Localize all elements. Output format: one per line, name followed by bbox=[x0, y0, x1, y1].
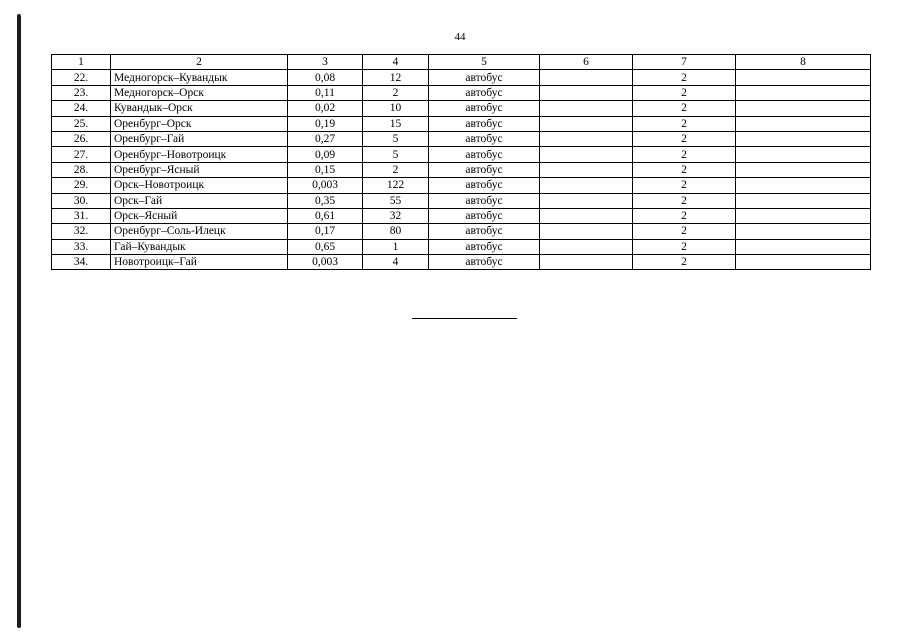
route-cell: Новотроицк–Гай bbox=[111, 255, 288, 270]
route-cell: Гай–Кувандык bbox=[111, 239, 288, 254]
transport-cell: автобус bbox=[429, 224, 540, 239]
header-cell: 2 bbox=[111, 55, 288, 70]
empty-cell bbox=[736, 239, 871, 254]
value-cell: 0,65 bbox=[288, 239, 363, 254]
value-cell: 0,27 bbox=[288, 131, 363, 146]
route-cell: Оренбург–Ясный bbox=[111, 162, 288, 177]
value-cell: 2 bbox=[633, 70, 736, 85]
value-cell: 0,11 bbox=[288, 85, 363, 100]
value-cell: 0,08 bbox=[288, 70, 363, 85]
route-cell: Оренбург–Гай bbox=[111, 131, 288, 146]
route-cell: Оренбург–Орск bbox=[111, 116, 288, 131]
count-cell: 5 bbox=[363, 147, 429, 162]
header-cell: 3 bbox=[288, 55, 363, 70]
transport-cell: автобус bbox=[429, 239, 540, 254]
table-row bbox=[52, 101, 871, 116]
value-cell: 0,02 bbox=[288, 101, 363, 116]
header-cell: 6 bbox=[540, 55, 633, 70]
value-cell: 2 bbox=[633, 239, 736, 254]
empty-cell bbox=[736, 162, 871, 177]
value-cell: 0,35 bbox=[288, 193, 363, 208]
route-cell: Орск–Гай bbox=[111, 193, 288, 208]
empty-cell bbox=[736, 116, 871, 131]
transport-cell: автобус bbox=[429, 178, 540, 193]
value-cell: 2 bbox=[633, 116, 736, 131]
value-cell: 0,09 bbox=[288, 147, 363, 162]
value-cell: 0,19 bbox=[288, 116, 363, 131]
empty-cell bbox=[736, 193, 871, 208]
row-number-cell: 31. bbox=[52, 208, 111, 223]
value-cell: 0,003 bbox=[288, 178, 363, 193]
empty-cell bbox=[736, 101, 871, 116]
value-cell: 0,61 bbox=[288, 208, 363, 223]
transport-cell: автобус bbox=[429, 116, 540, 131]
empty-cell bbox=[540, 147, 633, 162]
route-cell: Оренбург–Соль-Илецк bbox=[111, 224, 288, 239]
table-row bbox=[52, 193, 871, 208]
count-cell: 15 bbox=[363, 116, 429, 131]
route-cell: Орск–Новотроицк bbox=[111, 178, 288, 193]
empty-cell bbox=[736, 85, 871, 100]
empty-cell bbox=[736, 224, 871, 239]
empty-cell bbox=[540, 85, 633, 100]
empty-cell bbox=[540, 178, 633, 193]
empty-cell bbox=[540, 116, 633, 131]
transport-cell: автобус bbox=[429, 85, 540, 100]
transport-cell: автобус bbox=[429, 255, 540, 270]
row-number-cell: 26. bbox=[52, 131, 111, 146]
page-number: 44 bbox=[454, 31, 466, 43]
table-header-row bbox=[52, 55, 871, 70]
count-cell: 80 bbox=[363, 224, 429, 239]
row-number-cell: 22. bbox=[52, 70, 111, 85]
value-cell: 2 bbox=[633, 85, 736, 100]
row-number-cell: 24. bbox=[52, 101, 111, 116]
value-cell: 2 bbox=[633, 208, 736, 223]
transport-cell: автобус bbox=[429, 131, 540, 146]
header-cell: 1 bbox=[52, 55, 111, 70]
empty-cell bbox=[736, 131, 871, 146]
row-number-cell: 33. bbox=[52, 239, 111, 254]
value-cell: 2 bbox=[633, 193, 736, 208]
row-number-cell: 27. bbox=[52, 147, 111, 162]
empty-cell bbox=[540, 131, 633, 146]
transport-cell: автобус bbox=[429, 162, 540, 177]
table-row bbox=[52, 85, 871, 100]
count-cell: 2 bbox=[363, 85, 429, 100]
count-cell: 5 bbox=[363, 131, 429, 146]
routes-table bbox=[51, 54, 871, 270]
value-cell: 2 bbox=[633, 162, 736, 177]
header-cell: 7 bbox=[633, 55, 736, 70]
header-cell: 4 bbox=[363, 55, 429, 70]
value-cell: 2 bbox=[633, 147, 736, 162]
header-cell: 8 bbox=[736, 55, 871, 70]
empty-cell bbox=[540, 224, 633, 239]
value-cell: 0,15 bbox=[288, 162, 363, 177]
table-row bbox=[52, 178, 871, 193]
route-cell: Кувандык–Орск bbox=[111, 101, 288, 116]
empty-cell bbox=[736, 178, 871, 193]
count-cell: 10 bbox=[363, 101, 429, 116]
table-row bbox=[52, 208, 871, 223]
route-cell: Оренбург–Новотроицк bbox=[111, 147, 288, 162]
end-rule bbox=[412, 318, 517, 319]
transport-cell: автобус bbox=[429, 101, 540, 116]
empty-cell bbox=[540, 101, 633, 116]
transport-cell: автобус bbox=[429, 70, 540, 85]
value-cell: 0,17 bbox=[288, 224, 363, 239]
empty-cell bbox=[540, 255, 633, 270]
empty-cell bbox=[540, 70, 633, 85]
value-cell: 2 bbox=[633, 131, 736, 146]
row-number-cell: 30. bbox=[52, 193, 111, 208]
table-row bbox=[52, 147, 871, 162]
route-cell: Орск–Ясный bbox=[111, 208, 288, 223]
count-cell: 32 bbox=[363, 208, 429, 223]
table-row bbox=[52, 70, 871, 85]
table-body bbox=[52, 55, 871, 270]
transport-cell: автобус bbox=[429, 208, 540, 223]
value-cell: 2 bbox=[633, 224, 736, 239]
value-cell: 2 bbox=[633, 101, 736, 116]
row-number-cell: 28. bbox=[52, 162, 111, 177]
empty-cell bbox=[540, 239, 633, 254]
count-cell: 55 bbox=[363, 193, 429, 208]
empty-cell bbox=[736, 70, 871, 85]
empty-cell bbox=[736, 208, 871, 223]
row-number-cell: 29. bbox=[52, 178, 111, 193]
route-cell: Медногорск–Орск bbox=[111, 85, 288, 100]
route-cell: Медногорск–Кувандык bbox=[111, 70, 288, 85]
table-row bbox=[52, 224, 871, 239]
empty-cell bbox=[736, 147, 871, 162]
row-number-cell: 25. bbox=[52, 116, 111, 131]
table-row bbox=[52, 255, 871, 270]
empty-cell bbox=[540, 162, 633, 177]
row-number-cell: 23. bbox=[52, 85, 111, 100]
header-cell: 5 bbox=[429, 55, 540, 70]
row-number-cell: 32. bbox=[52, 224, 111, 239]
table-row bbox=[52, 162, 871, 177]
count-cell: 122 bbox=[363, 178, 429, 193]
count-cell: 12 bbox=[363, 70, 429, 85]
count-cell: 4 bbox=[363, 255, 429, 270]
transport-cell: автобус bbox=[429, 193, 540, 208]
count-cell: 1 bbox=[363, 239, 429, 254]
empty-cell bbox=[736, 255, 871, 270]
value-cell: 2 bbox=[633, 178, 736, 193]
value-cell: 0,003 bbox=[288, 255, 363, 270]
empty-cell bbox=[540, 208, 633, 223]
transport-cell: автобус bbox=[429, 147, 540, 162]
empty-cell bbox=[540, 193, 633, 208]
table-row bbox=[52, 116, 871, 131]
binding-edge bbox=[17, 14, 21, 628]
table-row bbox=[52, 239, 871, 254]
count-cell: 2 bbox=[363, 162, 429, 177]
table-row bbox=[52, 131, 871, 146]
row-number-cell: 34. bbox=[52, 255, 111, 270]
value-cell: 2 bbox=[633, 255, 736, 270]
